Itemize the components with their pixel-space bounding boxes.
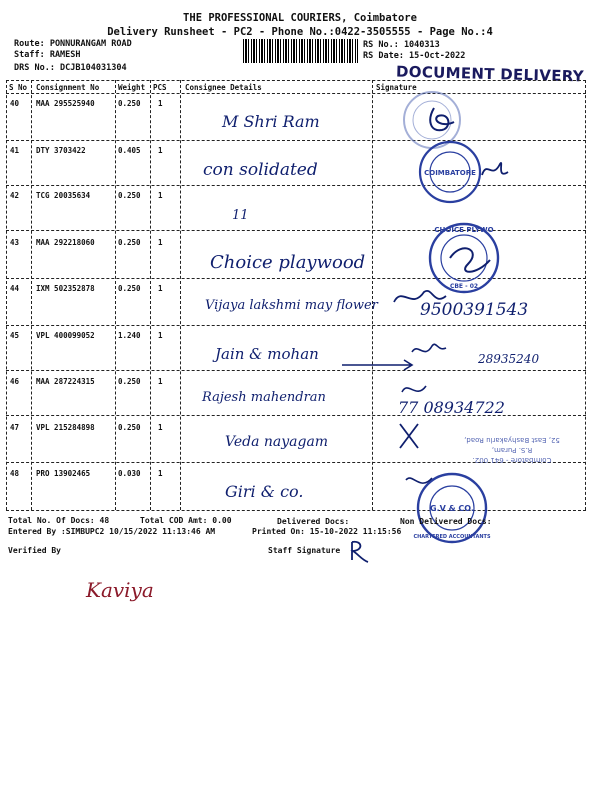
non-delivered-docs: Non Delivered Docs: [400,517,492,526]
stamp-43-text: CHOICE PLYWO [434,226,494,234]
col-header-weight: Weight [118,83,146,92]
staff-label: Staff: RAMESH [14,50,81,60]
signature-46 [402,386,426,392]
cell-sno: 48 [10,469,20,478]
cell-weight: 0.250 [118,377,141,386]
cell-signature: 9500391543 [420,300,529,320]
cell-signature: 77 08934722 [398,398,505,417]
document-delivery-stamp: DOCUMENT DELIVERY [395,62,585,86]
cell-sno: 43 [10,238,20,247]
drs-number: DRS No.: DCJB104031304 [14,63,127,73]
cell-consignee: M Shri Ram [222,112,320,131]
cell-pcs: 1 [158,238,163,247]
stamp-47-line3: 52, East Bashyakarlu Road, [464,436,560,444]
cell-consignee: Giri & co. [225,482,304,501]
stamp-47-line2: R.S. Puram, [491,446,533,454]
signature-48 [406,478,432,483]
cell-pcs: 1 [158,284,163,293]
cell-weight: 0.250 [118,423,141,432]
cell-weight: 1.240 [118,331,141,340]
cell-pcs: 1 [158,146,163,155]
cell-consignment: IXM 502352878 [36,284,95,293]
route-label: Route: PONNURANGAM ROAD [14,39,132,49]
signature-41 [482,163,508,175]
gv-co-stamp-icon [413,474,491,542]
cell-sno: 41 [10,146,20,155]
cell-pcs: 1 [158,377,163,386]
col-line [6,80,7,510]
stamp-43-sub: CBE - 02 [449,283,479,290]
cell-sno: 46 [10,377,20,386]
col-header-pcs: PCS [153,83,167,92]
cell-consignment: VPL 215284898 [36,423,95,432]
stamp-47-line1: Coimbatore - 641 002. [472,456,552,464]
staff-signature-mark [346,538,372,566]
cell-sno: 42 [10,191,20,200]
cell-signature: 28935240 [478,352,540,366]
total-docs: Total No. Of Docs: 48 [8,516,110,525]
cell-consignment: TCG 20035634 [36,191,91,200]
signature-45 [412,344,446,352]
cell-weight: 0.405 [118,146,141,155]
cell-weight: 0.250 [118,99,141,108]
cell-consignee: Jain & mohan [215,345,319,363]
staff-signature-label: Staff Signature [268,546,341,555]
cell-weight: 0.250 [118,191,141,200]
stamp-41-text: COIMBATORE [424,169,476,177]
col-line [150,80,151,510]
col-header-consignment: Consignment No [36,83,100,92]
cell-consignment: MAA 287224315 [36,377,95,386]
cell-consignment: MAA 295525940 [36,99,95,108]
cell-sno: 45 [10,331,20,340]
cell-consignee: Rajesh mahendran [202,390,326,405]
round-stamp-icon [404,92,460,148]
col-header-consignee: Consignee Details [185,83,262,92]
cell-pcs: 1 [158,191,163,200]
col-header-sno: S No [9,83,28,92]
cell-consignment: DTY 3703422 [36,146,86,155]
col-line [115,80,116,510]
cell-consignment: VPL 400099052 [36,331,95,340]
total-cod: Total COD Amt: 0.00 [140,516,232,525]
signature-44 [394,291,446,302]
cell-pcs: 1 [158,99,163,108]
cell-consignment: MAA 292218060 [36,238,95,247]
signature-47 [400,424,418,448]
choice-plywood-stamp-icon [430,224,498,292]
col-header-signature: Signature [376,83,417,92]
delivered-docs: Delivered Docs: [277,517,350,526]
stamp-48-text: G.V & CO. [430,504,474,513]
cell-pcs: 1 [158,469,163,478]
cell-weight: 0.250 [118,284,141,293]
printed-on: Printed On: 15-10-2022 11:15:56 [252,527,402,536]
company-title: THE PROFESSIONAL COURIERS, Coimbatore [183,12,417,24]
col-line [31,80,32,510]
runsheet-title: Delivery Runsheet - PC2 - Phone No.:0422-3505555 - Page No.:4 [107,26,493,38]
cell-consignee: Choice playwood [210,252,366,273]
barcode [243,39,358,63]
cell-sno: 40 [10,99,20,108]
cell-pcs: 1 [158,331,163,340]
cell-consignee: Veda nayagam [225,434,329,450]
cell-weight: 0.250 [118,238,141,247]
rs-date: RS Date: 15-Oct-2022 [363,51,466,61]
cell-sno: 47 [10,423,20,432]
cell-sno: 44 [10,284,20,293]
cell-consignee: 11 [232,208,249,223]
company-stamp-icon [420,142,480,202]
cell-consignee: con solidated [203,160,318,180]
arrow-icon [342,360,412,370]
rs-number: RS No.: 1040313 [363,40,440,50]
cell-weight: 0.030 [118,469,141,478]
cell-pcs: 1 [158,423,163,432]
address-stamp-icon [464,436,560,464]
entered-by: Entered By :SIMBUPC2 10/15/2022 11:13:46 AM [8,527,216,536]
cell-consignee: Vijaya lakshmi may flower [205,298,378,313]
col-line [180,80,181,510]
verifier-handwriting: Kaviya [86,578,154,602]
signature-40 [430,108,454,130]
stamp-48-sub: CHARTERED ACCOUNTANTS [413,534,491,540]
cell-consignment: PRO 13902465 [36,469,91,478]
verified-by: Verified By [8,546,61,555]
